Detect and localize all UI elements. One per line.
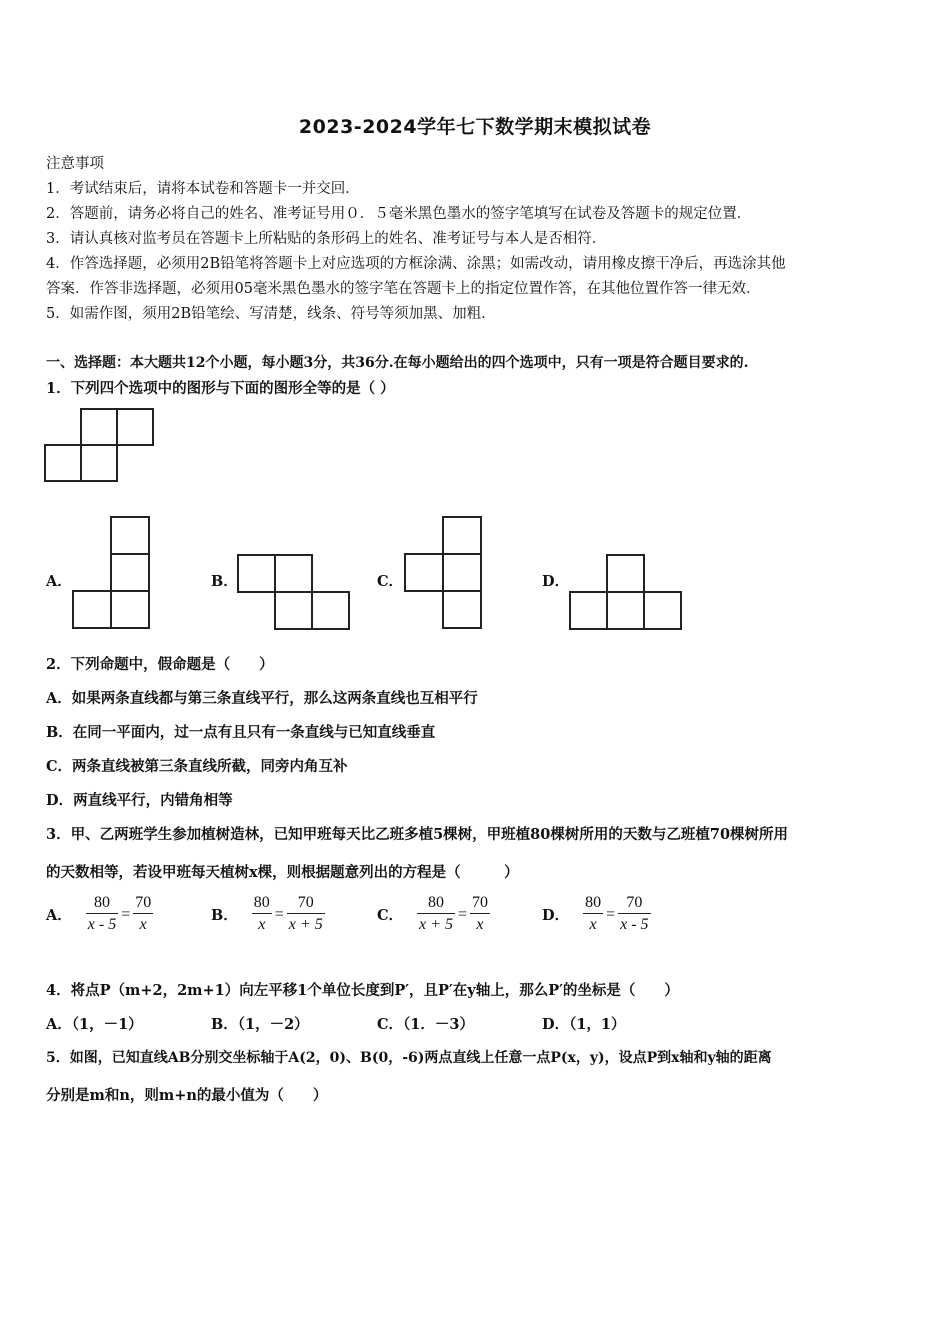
question-3-stem-line-2: 的天数相等，若设甲班每天植树x棵，则根据题意列出的方程是（ ） (46, 864, 519, 881)
numerator: 70 (287, 893, 325, 914)
question-1-option-c[interactable]: C． (377, 573, 404, 590)
fraction (583, 893, 603, 936)
equals-sign: = (121, 905, 131, 923)
question-2-stem: 2．下列命题中，假命题是（ ） (46, 656, 274, 673)
question-2-option-a[interactable]: A．如果两条直线都与第三条直线平行，那么这两条直线也互相平行 (46, 690, 478, 707)
fraction (618, 893, 650, 936)
section-heading: 一、选择题：本大题共12个小题，每小题3分，共36分.在每小题给出的四个选项中，只有一项是符合题目要求的. (46, 355, 749, 371)
numerator: 80 (417, 893, 455, 914)
notice-heading: 注意事项 (46, 156, 104, 172)
question-4-option-a[interactable]: A．（1，－1） (46, 1016, 143, 1033)
option-label: A． (46, 907, 72, 924)
option-a-figure (72, 515, 152, 631)
option-d-figure (569, 553, 685, 631)
question-3-option-a[interactable] (46, 893, 153, 936)
option-b-figure (237, 553, 351, 631)
question-4-option-b[interactable]: B．（1，－2） (211, 1016, 309, 1033)
denominator: x (258, 916, 266, 933)
equals-sign: = (457, 905, 467, 923)
question-1-stem: 1．下列四个选项中的图形与下面的图形全等的是（ ） (46, 380, 395, 397)
question-3-option-d[interactable] (542, 893, 651, 936)
question-2-option-b[interactable]: B．在同一平面内，过一点有且只有一条直线与已知直线垂直 (46, 724, 436, 741)
question-3-stem-line-1: 3．甲、乙两班学生参加植树造林，已知甲班每天比乙班多植5棵树，甲班植80棵树所用的天数与乙班植70棵树所用 (46, 826, 789, 843)
question-3-option-c[interactable] (377, 893, 490, 936)
option-label: D． (542, 907, 570, 924)
question-5-stem-line-2: 分别是m和n，则m+n的最小值为（ ） (46, 1087, 328, 1104)
equals-sign: = (274, 905, 284, 923)
denominator: x (476, 916, 484, 933)
denominator: x - 5 (620, 916, 649, 933)
notice-item: 3．请认真核对监考员在答题卡上所粘贴的条形码上的姓名、准考证号与本人是否相符． (46, 231, 607, 247)
question-2-option-d[interactable]: D．两直线平行，内错角相等 (46, 792, 233, 809)
question-1-reference-figure (44, 408, 158, 484)
denominator: x (139, 916, 147, 933)
notice-item: 答案．作答非选择题，必须用05毫米黑色墨水的签字笔在答题卡上的指定位置作答，在其他位置作答一律无效． (46, 281, 761, 297)
question-4-option-d[interactable]: D．（1，1） (542, 1016, 626, 1033)
notice-item: 2．答题前，请务必将自己的姓名、准考证号用０．５毫米黑色墨水的签字笔填写在试卷及答题卡的规定位置． (46, 206, 752, 222)
notice-item: 5．如需作图，须用2B铅笔绘、写清楚，线条、符号等须加黑、加粗． (46, 306, 496, 322)
page-title: 2023-2024学年七下数学期末模拟试卷 (298, 116, 652, 138)
notice-item: 4．作答选择题，必须用2B铅笔将答题卡上对应选项的方框涂满、涂黑；如需改动，请用橡皮擦干净后，再选涂其他 (46, 256, 786, 272)
question-3-option-b[interactable] (211, 893, 325, 936)
notice-item: 1．考试结束后，请将本试卷和答题卡一并交回． (46, 181, 360, 197)
fraction (86, 893, 118, 936)
option-label: B． (211, 907, 238, 924)
denominator: x + 5 (419, 916, 453, 933)
question-1-option-d[interactable]: D． (542, 573, 570, 590)
fraction (287, 893, 325, 936)
denominator: x (589, 916, 597, 933)
denominator: x - 5 (87, 916, 117, 933)
denominator: x + 5 (288, 916, 323, 933)
fraction (417, 893, 455, 936)
equals-sign: = (606, 905, 616, 923)
numerator: 70 (618, 893, 650, 914)
fraction (252, 893, 272, 936)
question-4-stem: 4．将点P（m+2，2m+1）向左平移1个单位长度到P′，且P′在y轴上，那么P′的坐标是（ ） (46, 982, 679, 999)
numerator: 70 (470, 893, 490, 914)
question-5-stem-line-1: 5．如图，已知直线AB分别交坐标轴于A(2，0)、B(0，-6)两点直线上任意一点P(x，y)，设点P到x轴和y轴的距离 (46, 1050, 772, 1066)
numerator: 80 (252, 893, 272, 914)
question-4-option-c[interactable]: C．（1．－3） (377, 1016, 474, 1033)
option-label: C． (377, 907, 404, 924)
fraction (133, 893, 153, 936)
numerator: 80 (86, 893, 118, 914)
fraction (470, 893, 490, 936)
numerator: 80 (583, 893, 603, 914)
question-1-option-b[interactable]: B． (211, 573, 238, 590)
numerator: 70 (133, 893, 153, 914)
option-c-figure (403, 515, 485, 631)
question-1-option-a[interactable]: A． (46, 573, 72, 590)
question-2-option-c[interactable]: C．两条直线被第三条直线所截，同旁内角互补 (46, 758, 348, 775)
